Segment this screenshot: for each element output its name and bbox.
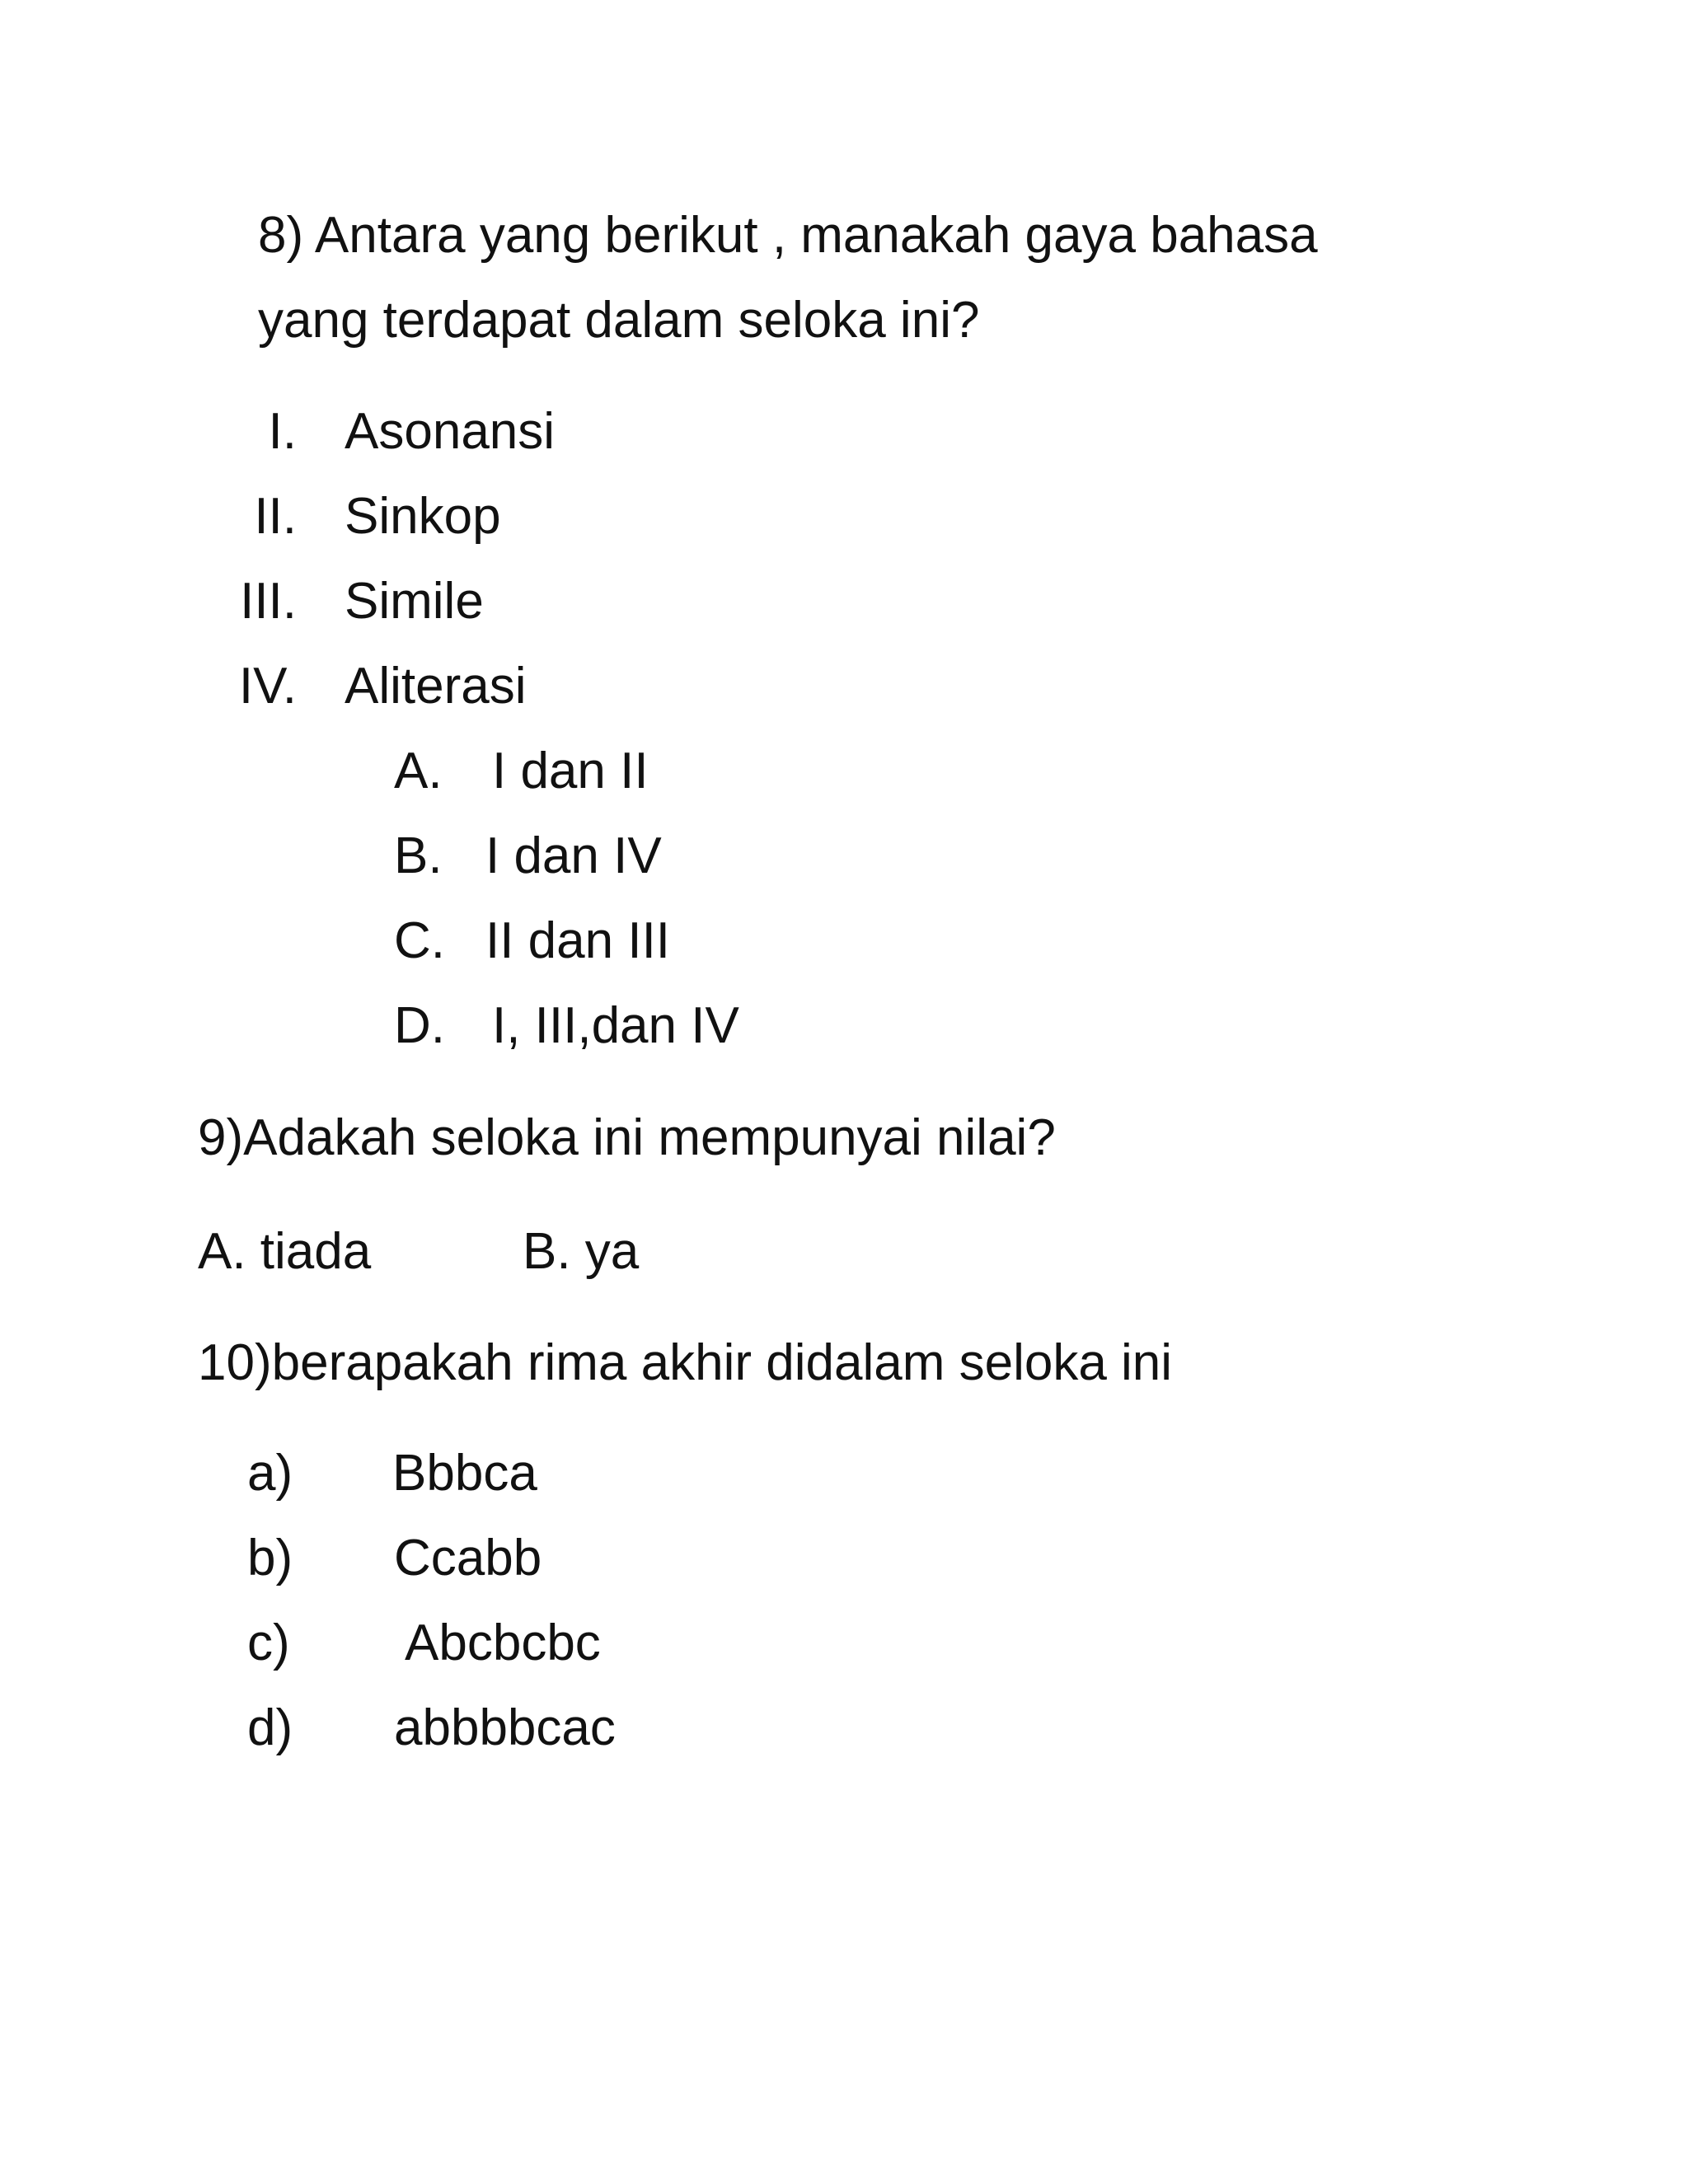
q8-item-numeral: IV. [238, 658, 297, 715]
q8-option-text: I, III,dan IV [492, 997, 739, 1054]
q8-option-label: D. [394, 997, 445, 1054]
q8-item-numeral: III. [240, 573, 297, 630]
q8-item-text: Asonansi [345, 403, 556, 460]
q8-option-text: I dan IV [485, 827, 662, 884]
q10-option-label: d) [247, 1699, 293, 1756]
q8-question-line1: 8) Antara yang berikut , manakah gaya bahasa [258, 207, 1318, 264]
q8-option-text: II dan III [485, 912, 671, 969]
q8-option-label: A. [394, 743, 443, 799]
q10-option-label: c) [247, 1615, 290, 1671]
q8-item-numeral: II. [254, 488, 297, 545]
q8-item-text: Aliterasi [345, 658, 527, 715]
q8-option-label: C. [394, 912, 445, 969]
q10-option-label: b) [247, 1530, 293, 1586]
q8-option-text: I dan II [492, 743, 649, 799]
q9-question: 9)Adakah seloka ini mempunyai nilai? [198, 1109, 1056, 1166]
q10-question: 10)berapakah rima akhir didalam seloka ini [198, 1334, 1173, 1391]
q9-option-a: A. tiada [198, 1223, 372, 1280]
q10-option-text: Abcbcbc [405, 1615, 601, 1671]
q8-item-text: Sinkop [345, 488, 501, 545]
q8-item-numeral: I. [268, 403, 297, 460]
q9-option-b: B. ya [523, 1223, 640, 1280]
q10-option-text: Ccabb [394, 1530, 542, 1586]
q10-option-text: Bbbca [392, 1445, 537, 1502]
q10-option-text: abbbbcac [394, 1699, 616, 1756]
q8-option-label: B. [394, 827, 443, 884]
q8-question-line2: yang terdapat dalam seloka ini? [258, 292, 980, 349]
q8-item-text: Simile [345, 573, 484, 630]
q10-option-label: a) [247, 1445, 293, 1502]
